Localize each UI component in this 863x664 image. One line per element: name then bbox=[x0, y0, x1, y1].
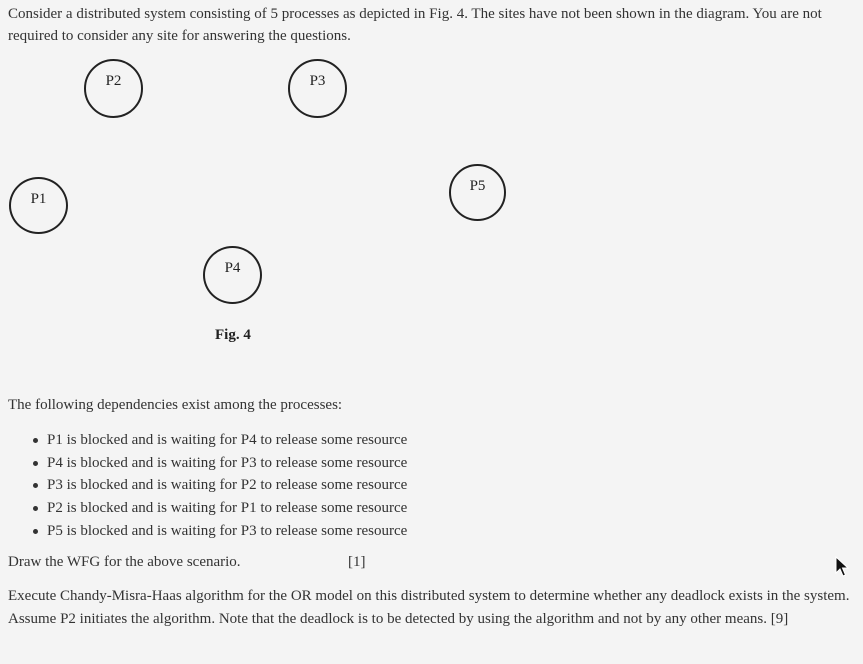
figure-caption: Fig. 4 bbox=[215, 327, 251, 343]
list-item bbox=[8, 497, 407, 520]
bullet-icon bbox=[33, 529, 38, 534]
process-node-p5 bbox=[449, 164, 506, 221]
dependency-text: P1 is blocked and is waiting for P4 to release some resource bbox=[47, 432, 408, 448]
process-label-p2: P2 bbox=[105, 73, 122, 89]
process-label-p1: P1 bbox=[30, 191, 47, 207]
bullet-icon bbox=[33, 438, 38, 443]
dependency-text: P3 is blocked and is waiting for P2 to release some resource bbox=[47, 477, 408, 494]
bullet-icon bbox=[33, 506, 38, 511]
question-wfg-marks: [1] bbox=[348, 554, 366, 570]
process-node-p3 bbox=[288, 59, 347, 118]
list-item bbox=[8, 474, 407, 497]
bullet-icon bbox=[33, 483, 38, 488]
process-node-p4 bbox=[203, 246, 262, 304]
list-item bbox=[8, 452, 407, 475]
process-label-p4: P4 bbox=[224, 260, 241, 276]
dependency-text: P4 is blocked and is waiting for P3 to release some resource bbox=[47, 454, 408, 471]
list-item bbox=[8, 429, 407, 452]
dependency-text: P2 is blocked and is waiting for P1 to release some resource bbox=[47, 500, 408, 517]
process-label-p5: P5 bbox=[469, 178, 486, 194]
arrow-cursor-icon bbox=[834, 556, 850, 578]
dependency-text: P5 is blocked and is waiting for P3 to release some resource bbox=[47, 522, 408, 539]
bullet-icon bbox=[33, 461, 38, 466]
process-label-p3: P3 bbox=[309, 73, 326, 89]
question-wfg: Draw the WFG for the above scenario. bbox=[8, 554, 241, 570]
list-item bbox=[8, 520, 407, 543]
dependencies-intro: The following dependencies exist among the processes: bbox=[8, 397, 343, 413]
process-node-p1 bbox=[9, 177, 68, 234]
dependencies-list bbox=[8, 429, 407, 542]
question-algorithm: Execute Chandy-Misra-Haas algorithm for the OR model on this distributed system to determine whether any deadlock exists in the system. Assume P2 initiates the algorithm. Note that the deadlock is to be detected by using the algorithm and not by any other means. [9] bbox=[8, 588, 850, 627]
intro-paragraph: Consider a distributed system consisting of 5 processes as depicted in Fig. 4. The sites have not been shown in the diagram. You are not required to consider any site for answering the questions. bbox=[8, 6, 822, 44]
process-node-p2 bbox=[84, 59, 143, 118]
